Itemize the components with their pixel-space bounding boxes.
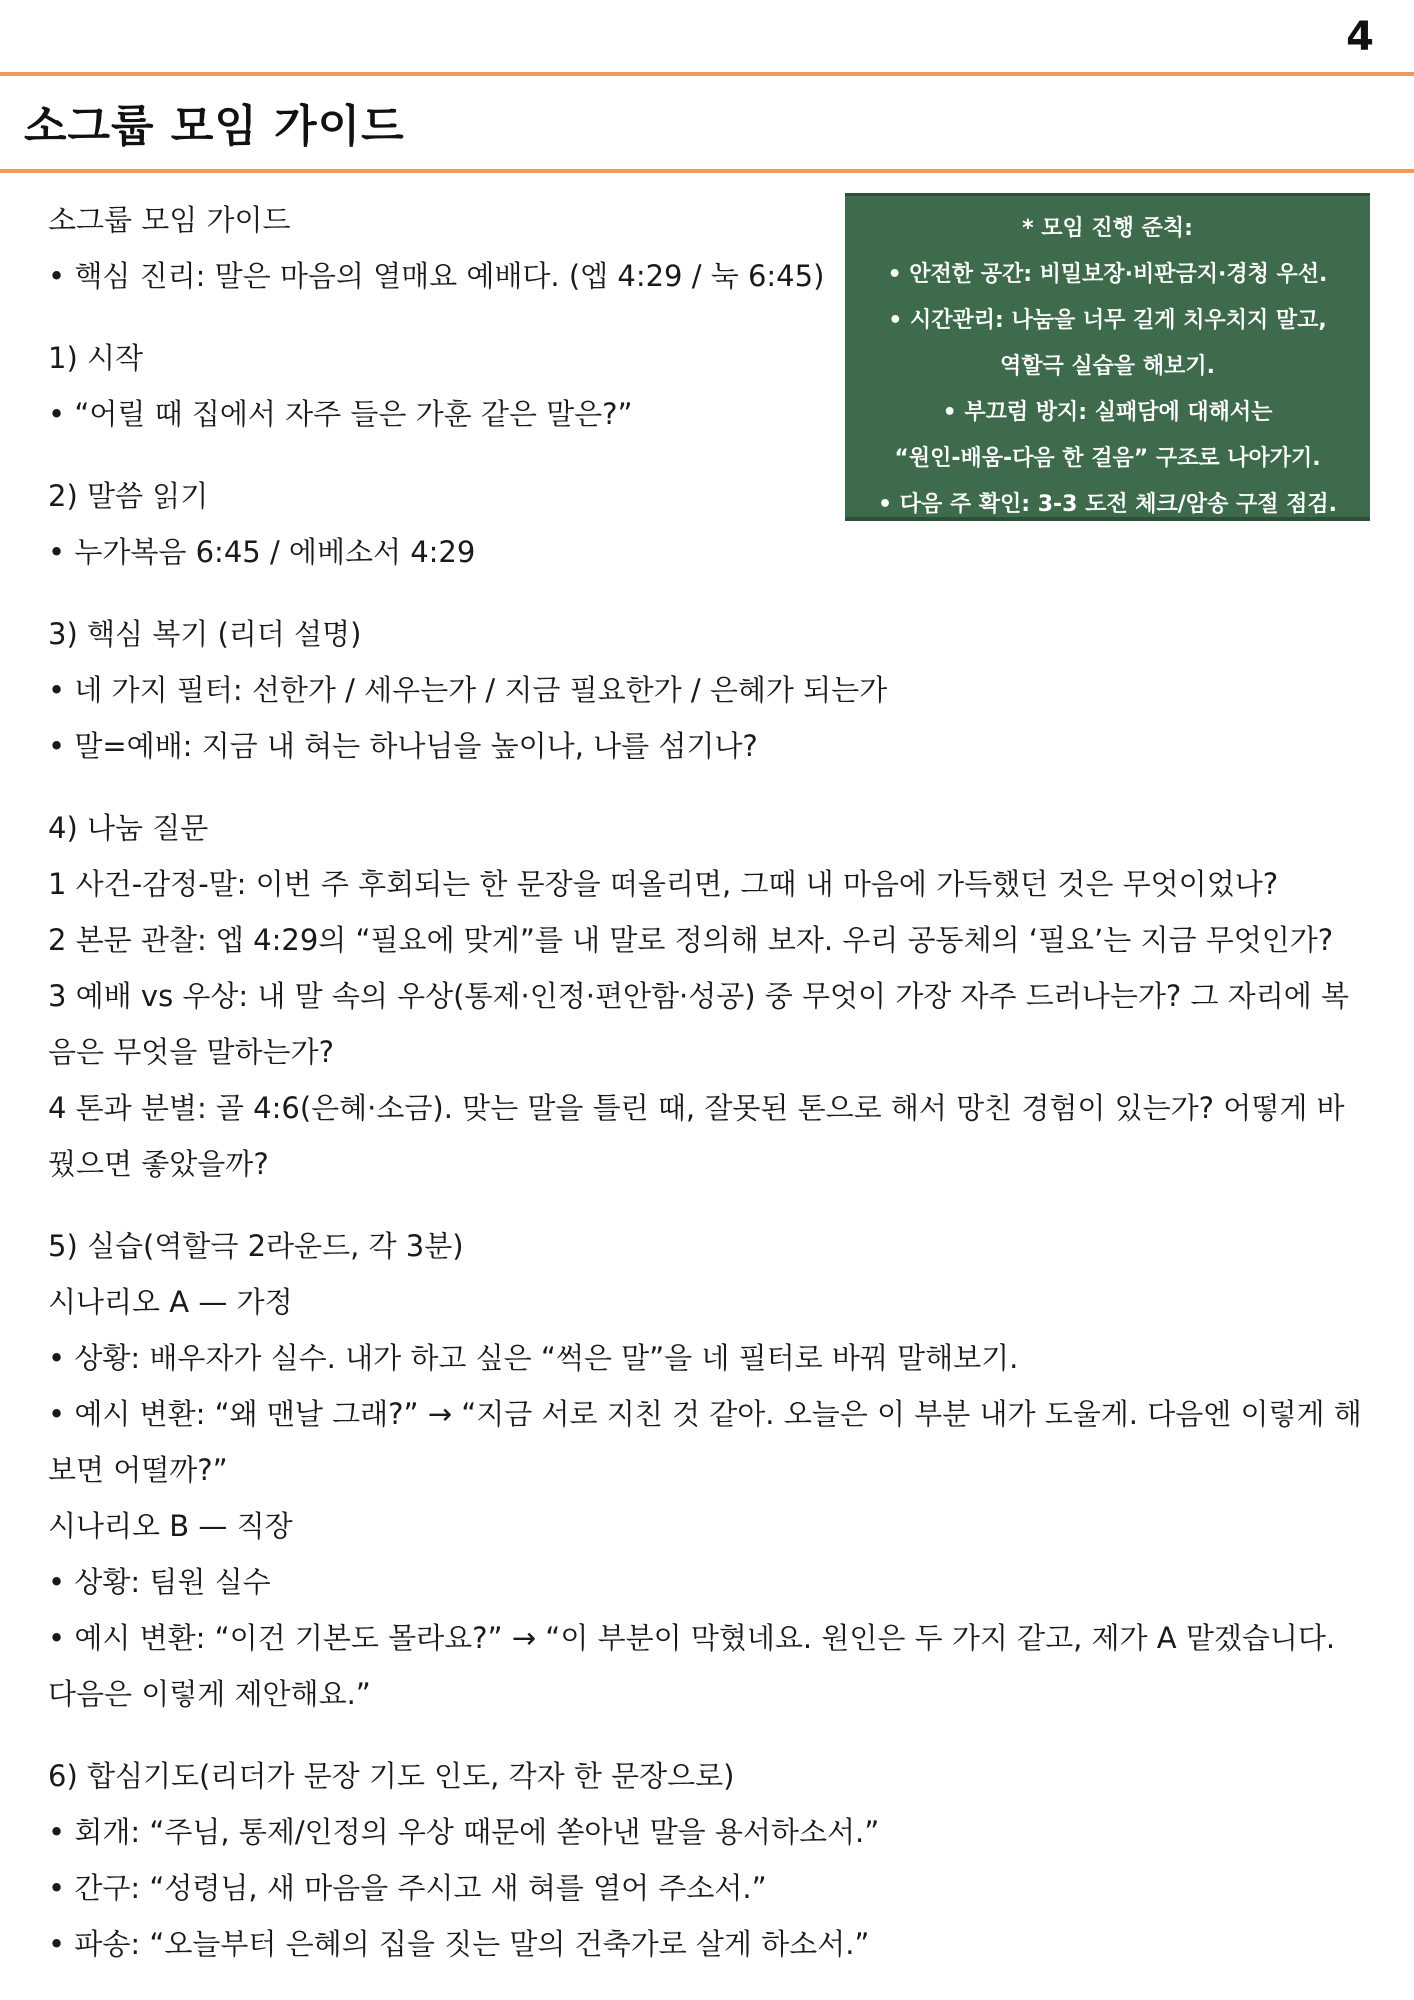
blackboard-line: * 모임 진행 준칙: [1022,216,1193,241]
guide-content [48,192,1368,1972]
sharing-question: 1 사건-감정-말: 이번 주 후회되는 한 문장을 떠올리면, 그때 내 마음에 가득했던 것은 무엇이었나? [48,867,1279,901]
blackboard-line: 역할극 실습을 해보기. [1000,354,1215,379]
section-reading-item: • 누가복음 6:45 / 에베소서 4:29 [48,535,476,569]
section-start-item: • “어릴 때 집에서 자주 들은 가훈 같은 말은?” [48,397,633,431]
section-review-item: • 말=예배: 지금 내 혀는 하나님을 높이나, 나를 섬기나? [48,729,758,763]
content-heading: 소그룹 모임 가이드 [48,203,291,237]
prayer-item: • 회개: “주님, 통제/인정의 우상 때문에 쏟아낸 말을 용서하소서.” [48,1815,880,1849]
sharing-question: 3 예배 vs 우상: 내 말 속의 우상(통제·인정·편안함·성공) 중 무엇이 가장 자주 드러나는가? 그 자리에 복음은 무엇을 말하는가? [48,979,1349,1069]
section-practice-title: 5) 실습(역할극 2라운드, 각 3분) [48,1229,464,1263]
section-review-title: 3) 핵심 복기 (리더 설명) [48,617,362,651]
blackboard-line: • 부끄럼 방지: 실패담에 대해서는 [942,400,1273,425]
blackboard-line: • 다음 주 확인: 3-3 도전 체크/암송 구절 점검. [877,492,1338,517]
sharing-question: 4 톤과 분별: 골 4:6(은혜·소금). 맞는 말을 틀린 때, 잘못된 톤으로 해서 망친 경험이 있는가? 어떻게 바꿨으면 좋았을까? [48,1091,1345,1181]
section-reading-title: 2) 말씀 읽기 [48,479,209,513]
page-title: 소그룹 모임 가이드 [24,101,405,152]
section-sharing-title: 4) 나눔 질문 [48,811,209,845]
scenario-a-example: • 예시 변환: “왜 맨날 그래?” → “지금 서로 지친 것 같아. 오늘은 이 부분 내가 도울게. 다음엔 이렇게 해보면 어떨까?” [48,1397,1362,1487]
scenario-b-title: 시나리오 B — 직장 [48,1509,293,1543]
blackboard-line: “원인-배움-다음 한 걸음” 구조로 나아가기. [894,446,1321,471]
sharing-question: 2 본문 관찰: 엡 4:29의 “필요에 맞게”를 내 말로 정의해 보자. 우리 공동체의 ‘필요’는 지금 무엇인가? [48,923,1334,957]
header-rule-top [0,72,1414,76]
page-number: 4 [1346,14,1374,60]
scenario-b-example: • 예시 변환: “이건 기본도 몰라요?” → “이 부분이 막혔네요. 원인은 두 가지 같고, 제가 A 맡겠습니다. 다음은 이렇게 제안해요.” [48,1621,1336,1711]
prayer-item: • 파송: “오늘부터 은혜의 집을 짓는 말의 건축가로 살게 하소서.” [48,1927,870,1961]
section-start-title: 1) 시작 [48,341,144,375]
header-rule-bottom [0,169,1414,173]
scenario-a-situation: • 상황: 배우자가 실수. 내가 하고 싶은 “썩은 말”을 네 필터로 바꿔 말해보기. [48,1341,1019,1375]
blackboard-line: • 시간관리: 나눔을 너무 길게 치우치지 말고, [888,308,1327,333]
prayer-item: • 간구: “성령님, 새 마음을 주시고 새 혀를 열어 주소서.” [48,1871,767,1905]
section-prayer-title: 6) 합심기도(리더가 문장 기도 인도, 각자 한 문장으로) [48,1759,735,1793]
scenario-a-title: 시나리오 A — 가정 [48,1285,293,1319]
core-truth: • 핵심 진리: 말은 마음의 열매요 예배다. (엡 4:29 / 눅 6:45) [48,259,825,293]
blackboard-line: • 안전한 공간: 비밀보장·비판금지·경청 우선. [887,262,1328,287]
scenario-b-situation: • 상황: 팀원 실수 [48,1565,271,1599]
section-review-item: • 네 가지 필터: 선한가 / 세우는가 / 지금 필요한가 / 은혜가 되는가 [48,673,888,707]
